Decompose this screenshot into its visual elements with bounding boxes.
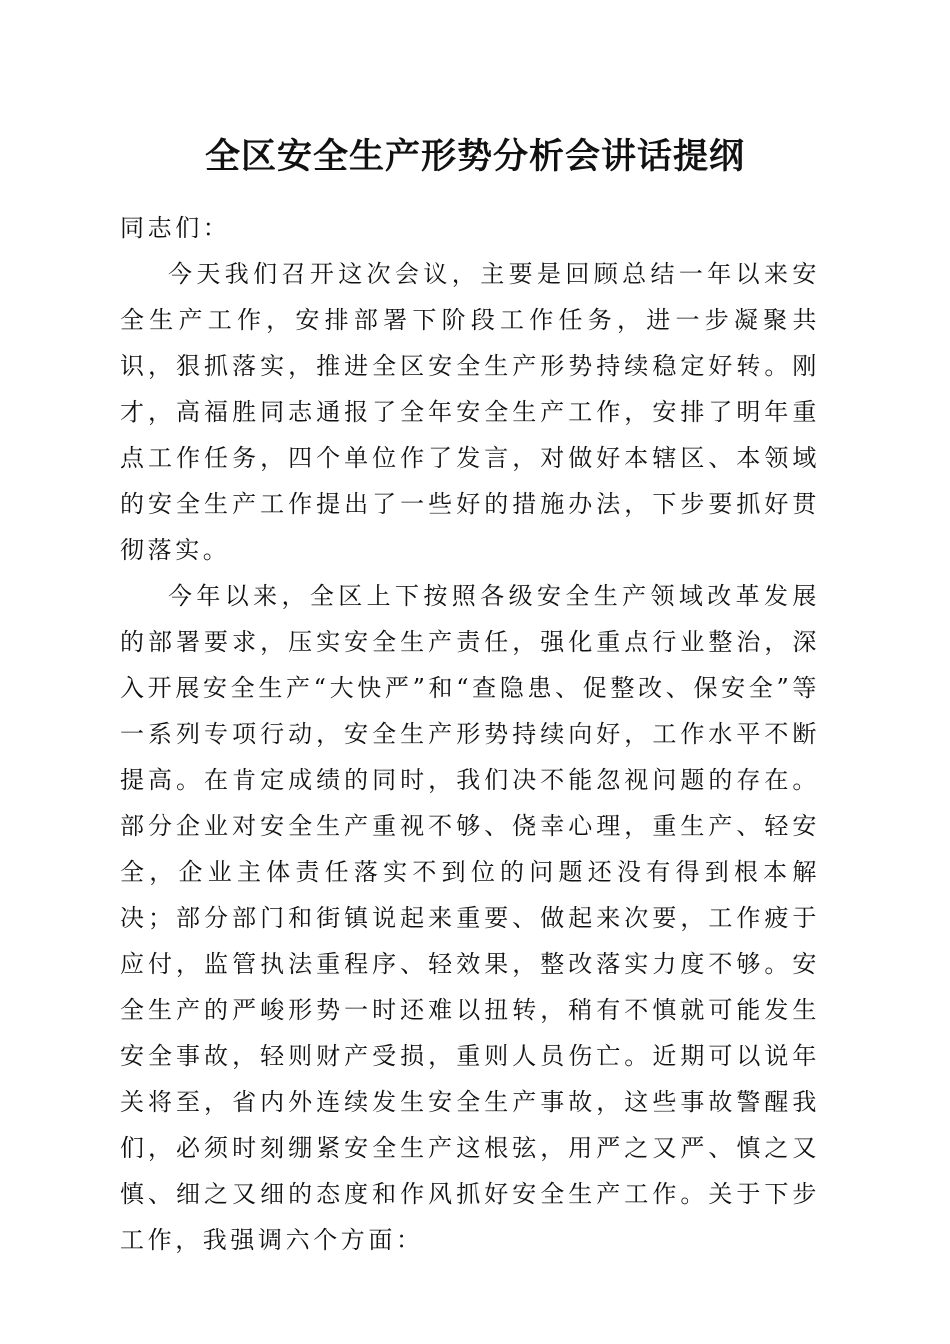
document-body [120,205,820,1263]
salutation: 同志们： [120,214,231,242]
document-title: 全区安全生产形势分析会讲话提纲 [204,136,745,177]
paragraph-opening: 今天我们召开这次会议，主要是回顾总结一年以来安全生产工作，安排部署下阶段工作任务，进一步凝聚共识，狠抓落实，推进全区安全生产形势持续稳定好转。刚才，高福胜同志通报了全年安全生产工作，安排了明年重点工作任务，四个单位作了发言，对做好本辖区、本领域的安全生产工作提出了一些好的措施办法，下步要抓好贯彻落实。 [120,260,820,564]
paragraph-situation: 今年以来，全区上下按照各级安全生产领域改革发展的部署要求，压实安全生产责任，强化重点行业整治，深入开展安全生产“大快严”和“查隐患、促整改、保安全”等一系列专项行动，安全生产形势持续向好，工作水平不断提高。在肯定成绩的同时，我们决不能忽视问题的存在。部分企业对安全生产重视不够、侥幸心理，重生产、轻安全，企业主体责任落实不到位的问题还没有得到根本解决；部分部门和街镇说起来重要、做起来次要，工作疲于应付，监管执法重程序、轻效果，整改落实力度不够。安全生产的严峻形势一时还难以扭转，稍有不慎就可能发生安全事故，轻则财产受损，重则人员伤亡。近期可以说年关将至，省内外连续发生安全生产事故，这些事故警醒我们，必须时刻绷紧安全生产这根弦，用严之又严、慎之又慎、细之又细的态度和作风抓好安全生产工作。关于下步工作，我强调六个方面： [120,582,820,1254]
